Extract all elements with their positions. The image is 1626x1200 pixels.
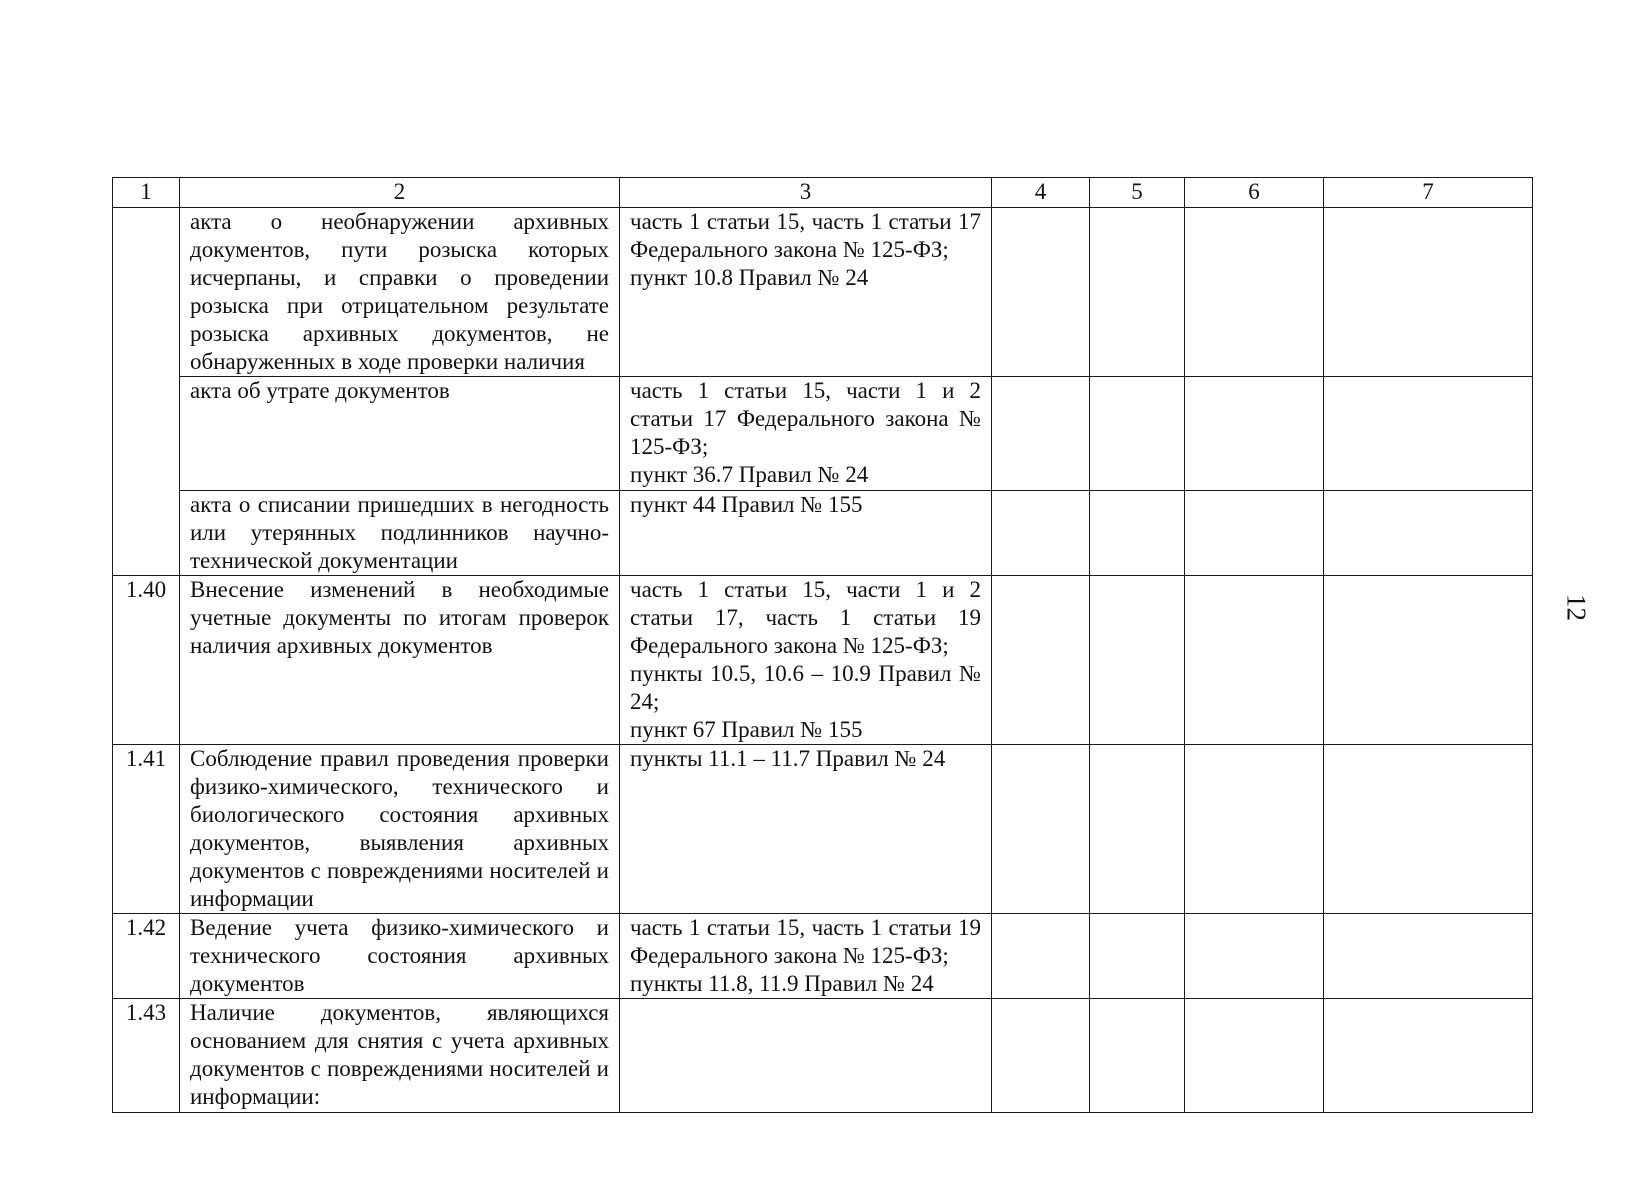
legal-reference: часть 1 статьи 15, части 1 и 2 статьи 17, часть 1 статьи 19 Федерального закона № 125-ФЗ; xyxy=(630,577,981,658)
legal-reference: пункт 36.7 Правил № 24 xyxy=(630,462,869,487)
empty-cell xyxy=(1185,208,1324,377)
header-cell: 7 xyxy=(1324,178,1533,208)
table-row xyxy=(113,576,1533,745)
header-cell: 3 xyxy=(620,178,992,208)
legal-reference: часть 1 статьи 15, часть 1 статьи 19 Федерального закона № 125-ФЗ; xyxy=(630,915,981,968)
table-row xyxy=(113,377,1533,491)
empty-cell xyxy=(992,745,1090,914)
row-number: 1.42 xyxy=(113,914,180,999)
empty-cell xyxy=(1185,745,1324,914)
empty-cell xyxy=(1185,999,1324,1113)
legal-reference: пункты 11.8, 11.9 Правил № 24 xyxy=(630,971,934,996)
legal-basis-cell xyxy=(620,914,992,999)
table-row xyxy=(113,914,1533,999)
empty-cell xyxy=(1324,914,1533,999)
empty-cell xyxy=(1324,745,1533,914)
legal-reference: часть 1 статьи 15, часть 1 статьи 17 Федерального закона № 125-ФЗ; xyxy=(630,209,981,262)
empty-cell xyxy=(1090,576,1185,745)
header-cell: 1 xyxy=(113,178,180,208)
empty-cell xyxy=(1324,576,1533,745)
empty-cell xyxy=(1090,745,1185,914)
empty-cell xyxy=(992,999,1090,1113)
header-cell: 5 xyxy=(1090,178,1185,208)
legal-basis-cell xyxy=(620,745,992,914)
table-row xyxy=(113,208,1533,377)
checklist-table xyxy=(112,177,1533,1113)
header-cell: 4 xyxy=(992,178,1090,208)
empty-cell xyxy=(992,914,1090,999)
legal-reference: пункты 10.5, 10.6 – 10.9 Правил № 24; xyxy=(630,661,981,714)
requirement-cell: акта о необнаружении архивных документов, пути розыска которых исчерпаны, и справки о проведении розыска при отрицательном результате розыска архивных документов, не обнаруженных в ходе проверки наличия xyxy=(180,208,620,377)
legal-basis-cell xyxy=(620,576,992,745)
empty-cell xyxy=(1324,999,1533,1113)
empty-cell xyxy=(1185,491,1324,576)
requirement-cell: акта об утрате документов xyxy=(180,377,620,491)
empty-cell xyxy=(1185,914,1324,999)
empty-cell xyxy=(1185,576,1324,745)
legal-reference: пункт 10.8 Правил № 24 xyxy=(630,265,869,290)
empty-cell xyxy=(992,576,1090,745)
empty-cell xyxy=(992,377,1090,491)
empty-cell xyxy=(1185,377,1324,491)
legal-reference: пункт 44 Правил № 155 xyxy=(630,492,863,517)
empty-cell xyxy=(1090,377,1185,491)
row-number: 1.40 xyxy=(113,576,180,745)
legal-basis-cell xyxy=(620,377,992,491)
legal-basis-cell xyxy=(620,999,992,1113)
requirement-cell: Внесение изменений в необходимые учетные документы по итогам проверок наличия архивных документов xyxy=(180,576,620,745)
requirement-cell: Соблюдение правил проведения проверки физико-химического, технического и биологического состояния архивных документов, выявления архивных документов с повреждениями носителей и информации xyxy=(180,745,620,914)
empty-cell xyxy=(1324,491,1533,576)
column-number-header xyxy=(113,178,1533,208)
legal-reference: пункт 67 Правил № 155 xyxy=(630,717,863,742)
header-cell: 6 xyxy=(1185,178,1324,208)
legal-basis-cell xyxy=(620,491,992,576)
empty-cell xyxy=(992,208,1090,377)
requirement-cell: Ведение учета физико-химического и технического состояния архивных документов xyxy=(180,914,620,999)
row-number xyxy=(113,208,180,576)
empty-cell xyxy=(1324,208,1533,377)
requirement-cell: акта о списании пришедших в негодность или утерянных подлинников научно-технической документации xyxy=(180,491,620,576)
header-cell: 2 xyxy=(180,178,620,208)
legal-reference: часть 1 статьи 15, части 1 и 2 статьи 17 Федерального закона № 125-ФЗ; xyxy=(630,378,981,459)
table-row xyxy=(113,999,1533,1113)
empty-cell xyxy=(1324,377,1533,491)
legal-reference: пункты 11.1 – 11.7 Правил № 24 xyxy=(630,746,946,771)
legal-basis-cell xyxy=(620,208,992,377)
row-number: 1.43 xyxy=(113,999,180,1113)
empty-cell xyxy=(992,491,1090,576)
empty-cell xyxy=(1090,999,1185,1113)
page-number: 12 xyxy=(1561,594,1592,621)
empty-cell xyxy=(1090,491,1185,576)
empty-cell xyxy=(1090,914,1185,999)
table-row xyxy=(113,745,1533,914)
table-row xyxy=(113,491,1533,576)
requirement-cell: Наличие документов, являющихся основанием для снятия с учета архивных документов с повреждениями носителей и информации: xyxy=(180,999,620,1113)
row-number: 1.41 xyxy=(113,745,180,914)
empty-cell xyxy=(1090,208,1185,377)
